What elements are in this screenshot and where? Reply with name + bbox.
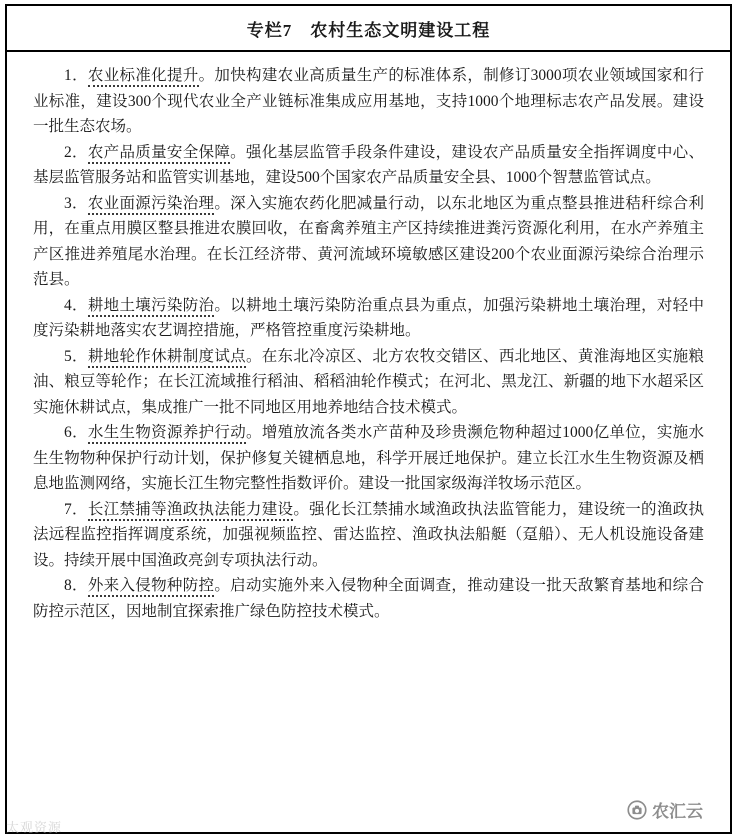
camera-icon: [627, 800, 647, 820]
item-number: 2．: [64, 143, 88, 161]
item-title: 水生生物资源养护行动: [88, 424, 246, 444]
item-number: 5．: [64, 347, 88, 365]
panel-item-2: [33, 140, 704, 191]
panel-item-7: [33, 497, 704, 574]
column-panel: [5, 4, 732, 834]
watermark-right-text: 农汇云: [652, 802, 703, 821]
item-number: 1．: [64, 67, 88, 84]
item-title: 外来入侵物种防控: [88, 577, 214, 597]
item-number: 6．: [64, 424, 88, 441]
item-body: 。增殖放流各类水产苗种及珍贵濒危物种超过1000亿单位，实施水生生物物种保护行动计划，保护修复关键栖息地，科学开展迁地保护。建立长江水生生物资源及栖息地监测网络，实施长江生物完整性指数评价。建设一批国家级海洋牧场示范区。: [33, 424, 704, 492]
panel-item-6: [33, 420, 704, 497]
panel-item-1: [33, 63, 704, 140]
panel-title: 专栏7 农村生态文明建设工程: [7, 6, 730, 52]
item-number: 8．: [64, 577, 88, 594]
panel-item-5: [33, 344, 704, 421]
item-body: 。以耕地土壤污染防治重点县为重点，加强污染耕地土壤治理，对轻中度污染耕地落实农艺调控措施，严格管控重度污染耕地。: [33, 296, 704, 339]
watermark-right-logo: [627, 797, 703, 822]
item-body: 。启动实施外来入侵物种全面调查，推动建设一批天敌繁育基地和综合防控示范区，因地制宜探索推广绿色防控技术模式。: [33, 577, 704, 620]
item-body: 。强化基层监管手段条件建设，建设农产品质量安全指挥调度中心、基层监管服务站和监管实训基地，建设500个国家农产品质量安全县、1000个智慧监管试点。: [33, 143, 704, 186]
panel-item-3: [33, 191, 704, 293]
watermark-left-text: 太观资源: [6, 820, 63, 835]
item-title: 耕地土壤污染防治: [88, 297, 214, 317]
item-title: 农产品质量安全保障: [88, 144, 230, 164]
item-title: 长江禁捕等渔政执法能力建设: [88, 501, 293, 521]
item-title: 农业面源污染治理: [88, 195, 214, 215]
item-title: 耕地轮作休耕制度试点: [88, 348, 246, 368]
item-title: 农业标准化提升: [88, 67, 199, 87]
panel-body: [7, 52, 730, 630]
panel-item-8: [33, 573, 704, 624]
item-body: 。强化长江禁捕水域渔政执法监管能力，建设统一的渔政执法远程监控指挥调度系统，加强视频监控、雷达监控、渔政执法船艇（趸船）、无人机设施设备建设。持续开展中国渔政亮剑专项执法行动。: [33, 500, 704, 569]
item-number: 3．: [64, 194, 88, 212]
item-body: 。加快构建农业高质量生产的标准体系，制修订3000项农业领域国家和行业标准，建设300个现代农业全产业链标准集成应用基地，支持1000个地理标志农产品发展。建设一批生态农场。: [33, 67, 704, 135]
item-number: 4．: [64, 296, 88, 314]
panel-item-4: [33, 293, 704, 344]
item-number: 7．: [64, 500, 88, 518]
item-body: 。在东北冷凉区、北方农牧交错区、西北地区、黄淮海地区实施粮油、粮豆等轮作；在长江流域推行稻油、稻稻油轮作模式；在河北、黑龙江、新疆的地下水超采区实施休耕试点，集成推广一批不同地区用地养地结合技术模式。: [33, 347, 704, 416]
item-body: 。深入实施农药化肥减量行动，以东北地区为重点整县推进秸秆综合利用，在重点用膜区整县推进农膜回收，在畜禽养殖主产区持续推进粪污资源化利用，在水产养殖主产区推进养殖尾水治理。在长江经济带、黄河流域环境敏感区建设200个农业面源污染综合治理示范县。: [33, 194, 704, 288]
